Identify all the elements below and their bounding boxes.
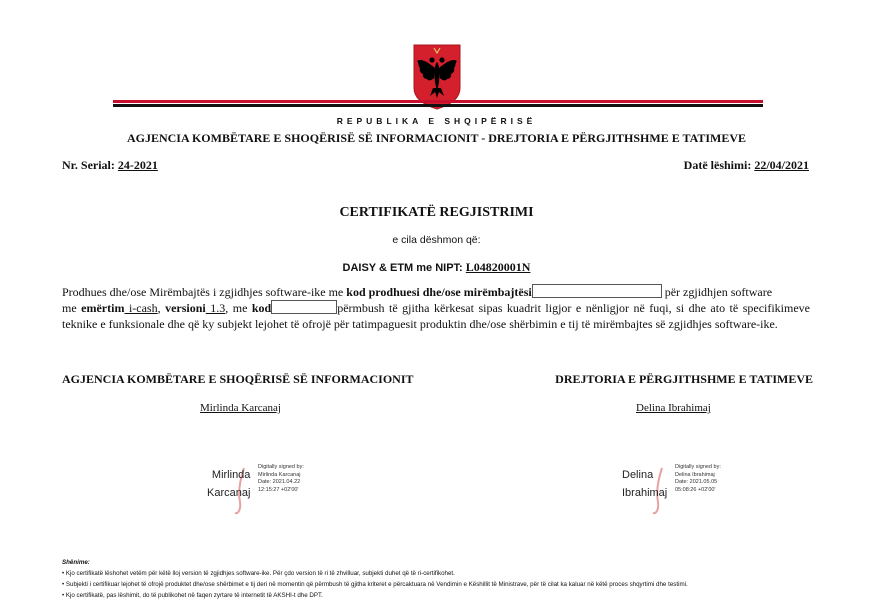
header-rule-red — [113, 100, 763, 103]
notes-section — [62, 557, 852, 601]
left-meta-1: Digitally signed by: — [258, 464, 304, 470]
left-digital-first: Mirlinda — [211, 469, 251, 481]
left-meta-2: Mirlinda Karcanaj — [258, 471, 301, 478]
body-bold-name: emërtim — [81, 301, 125, 315]
note-item: • Kjo certifikatë lëshohet vetëm për këtë lloj version të zgjidhjes software-ike. Për çdo version të ri të zhvilluar, subjekti duhet që të ri-certifikohet. — [62, 570, 455, 577]
right-meta-4: 05:08:26 +02'00' — [675, 486, 716, 493]
company-nipt: L04820001N — [465, 260, 531, 274]
note-item: • Kjo certifikatë, pas lëshimit, do të publikohet në faqen zyrtare të internetit të AKSHI-t dhe DPT. — [62, 592, 323, 599]
left-meta-3: Date: 2021.04.22 — [258, 479, 301, 486]
software-name: i-cash — [124, 301, 158, 315]
body-text-5: , — [157, 301, 166, 315]
certificate-body — [62, 284, 810, 332]
right-signatory-org: DREJTORIA E PËRGJITHSHME E TATIMEVE — [555, 372, 813, 386]
note-item: • Subjekti i certifikuar lejohet të ofrojë produktet dhe/ose shërbimet e tij deri në momentin që përmbush të gjitha kriteret e përcaktuara në Vendimin e Këshillit të Ministrave, për të cilat ka kaluar në këtë proces shqyrtimi dhe testimi. — [62, 581, 688, 588]
company-line — [0, 260, 873, 275]
notes-heading: Shënime: — [62, 559, 90, 566]
serial-number — [62, 158, 158, 173]
software-code-field — [271, 300, 337, 314]
right-meta-2: Delina Ibrahimaj — [675, 471, 715, 478]
body-text-8: përmbush të gjitha kërkesat sipas kuadrit ligjor e nënligjor në fuqi, si dhe ato të specifikimeve teknike e funksionale dhe që ky subjekt lejohet të ofrojë për tatimpaguesit produktin dhe/ose shërbimin e tij të mirëmbajtes së zgjidhjes software-ike. — [62, 301, 811, 331]
right-digital-meta — [675, 464, 721, 494]
right-digital-last: Ibrahimaj — [622, 487, 668, 499]
certificate-subtitle: e cila dëshmon që: — [392, 234, 481, 246]
left-signatory-name: Mirlinda Karcanaj — [200, 402, 281, 414]
right-signatory-name: Delina Ibrahimaj — [636, 402, 711, 414]
body-text-1: Prodhues dhe/ose Mirëmbajtës i zgjidhjes software-ike me — [62, 285, 347, 299]
left-digital-signer — [207, 466, 250, 502]
left-meta-4: 12:15:27 +02'00' — [258, 486, 299, 493]
right-meta-1: Digitally signed by: — [675, 464, 721, 470]
left-digital-meta — [258, 464, 304, 494]
body-text-3: me — [62, 301, 82, 315]
left-digital-last: Karcanaj — [207, 487, 251, 499]
right-digital-signer — [622, 466, 667, 502]
issue-date — [684, 158, 809, 173]
company-prefix: DAISY & ETM me NIPT: — [342, 262, 463, 274]
agency-heading: AGJENCIA KOMBËTARE E SHOQËRISË SË INFORMACIONIT - DREJTORIA E PËRGJITHSHME E TATIMEVE — [126, 131, 747, 145]
producer-code-field — [532, 284, 662, 298]
right-meta-3: Date: 2021.05.05 — [675, 479, 718, 486]
issue-date-value: 22/04/2021 — [754, 158, 809, 172]
issue-date-label: Datë lëshimi: — [683, 158, 752, 172]
serial-label: Nr. Serial: — [62, 158, 115, 172]
body-bold-version: versioni — [165, 301, 206, 315]
left-signatory-org: AGJENCIA KOMBËTARE E SHOQËRISË SË INFORMACIONIT — [62, 372, 414, 386]
right-digital-first: Delina — [622, 469, 654, 481]
serial-value: 24-2021 — [117, 158, 158, 172]
body-bold-code: kod — [251, 301, 272, 315]
body-bold-producer-code: kod prodhuesi dhe/ose mirëmbajtësi — [346, 285, 532, 299]
software-version: 1.3 — [205, 301, 226, 315]
certificate-title: CERTIFIKATË REGJISTRIMI — [339, 205, 534, 220]
republic-heading: REPUBLIKA E SHQIPËRISË — [336, 116, 537, 126]
body-text-7: , me — [225, 301, 252, 315]
header-rule-black — [113, 104, 763, 107]
body-text-2: për zgjidhjen software — [664, 285, 773, 299]
